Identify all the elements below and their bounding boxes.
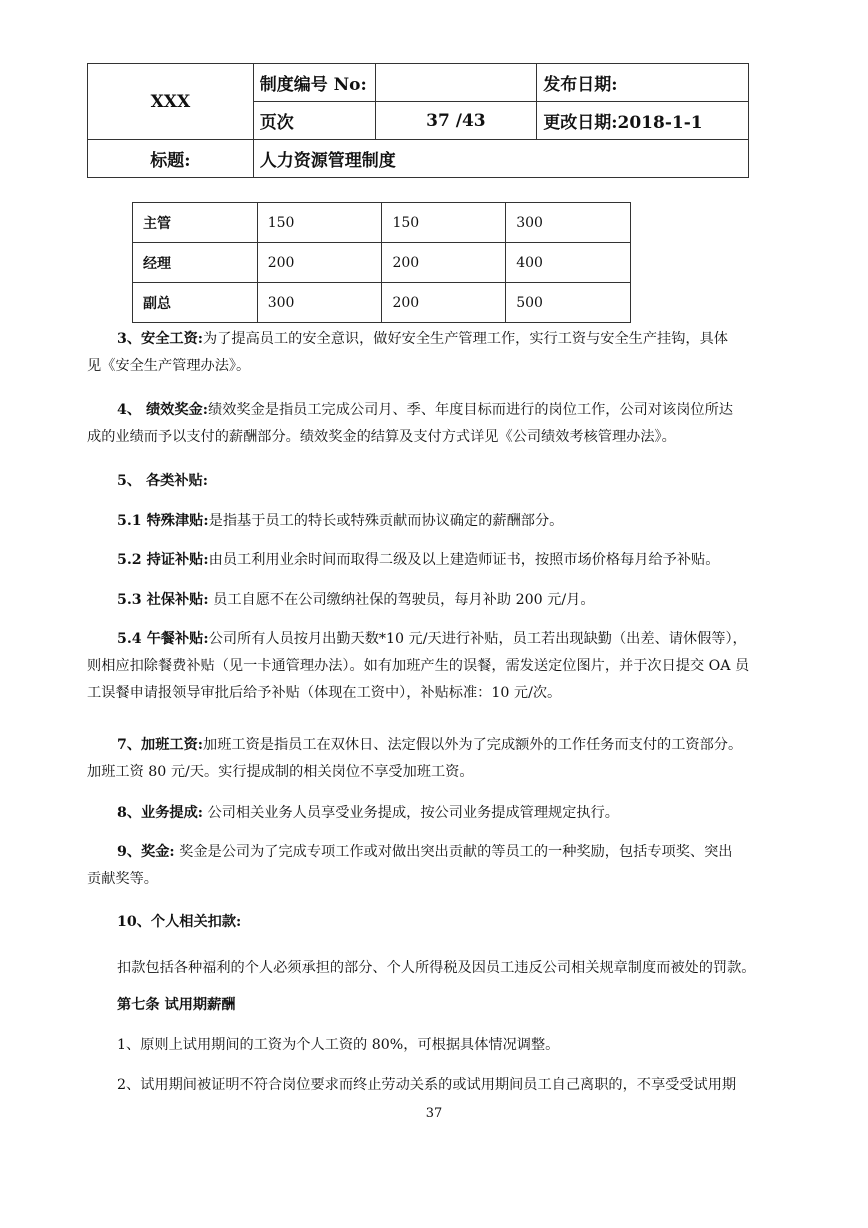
table-row [133,283,631,323]
section-heading: 8、业务提成: [117,805,204,821]
table-cell: 经理 [133,243,258,283]
section-commission [87,800,787,827]
paragraph-text: 绩效奖金是指员工完成公司月、季、年度目标而进行的岗位工作，公司对该岗位所达 [208,402,733,418]
table-cell: 300 [506,203,631,243]
paragraph-text: 员工自愿不在公司缴纳社保的驾驶员，每月补助 200 元/月。 [208,592,595,608]
paragraph-text: 加班工资 80 元/天。实行提成制的相关岗位不享受加班工资。 [87,764,474,780]
section-certificate-allowance [87,547,787,574]
section-social-insurance-allowance [87,587,787,614]
section-performance-bonus [87,397,787,451]
paragraph-text: 由员工利用业余时间而取得二级及以上建造师证书，按照市场价格每月给予补贴。 [208,552,720,568]
deductions-text [87,955,787,982]
section-heading: 5.2 持证补贴: [117,552,209,568]
section-heading: 5.3 社保补贴: [117,592,209,608]
table-cell: 200 [382,283,506,323]
paragraph-text: 公司所有人员按月出勤天数*10 元/天进行补贴，员工若出现缺勤（出差、请休假等）， [208,631,747,647]
article-7-item-1 [87,1032,787,1059]
section-heading: 3、安全工资: [117,331,204,347]
paragraph-text: 1、原则上试用期间的工资为个人工资的 80%，可根据具体情况调整。 [117,1037,560,1053]
table-cell: 150 [382,203,506,243]
section-heading: 9、奖金: [117,844,175,860]
table-row [133,203,631,243]
table-cell: 副总 [133,283,258,323]
section-heading: 5.4 午餐补贴: [117,631,209,647]
article-heading: 第七条 试用期薪酬 [117,997,236,1013]
paragraph-text: 成的业绩而予以支付的薪酬部分。绩效奖金的结算及支付方式详见《公司绩效考核管理办法》。 [87,429,676,445]
paragraph-text: 奖金是公司为了完成专项工作或对做出突出贡献的等员工的一种奖励，包括专项奖、突出 [174,844,733,860]
paragraph-text: 公司相关业务人员享受业务提成，按公司业务提成管理规定执行。 [203,805,619,821]
section-heading: 10、个人相关扣款: [117,914,242,930]
table-cell: 500 [506,283,631,323]
paragraph-text: 工误餐申请报领导审批后给予补贴（体现在工资中），补贴标准：10 元/次。 [87,685,562,701]
paragraph-text: 贡献奖等。 [87,871,158,887]
table-cell: 200 [257,243,382,283]
doc-no-value [375,64,537,102]
title-label: 标题: [88,140,254,178]
table-cell: 主管 [133,203,258,243]
paragraph-text: 加班工资是指员工在双休日、法定假以外为了完成额外的工作任务而支付的工资部分。 [203,737,743,753]
page-value: 37 /43 [375,102,537,140]
article-7-heading-block [87,992,787,1019]
section-heading: 7、加班工资: [117,737,204,753]
paragraph-text: 扣款包括各种福利的个人必须承担的部分、个人所得税及因员工违反公司相关规章制度而被处的罚款。 [117,960,756,976]
table-cell: 200 [382,243,506,283]
table-cell: 300 [257,283,382,323]
article-7-item-2 [87,1072,787,1099]
section-heading: 5、 各类补贴: [117,473,208,489]
section-safety-wage [87,326,787,380]
section-overtime-pay [87,732,787,786]
document-header-table [87,63,749,178]
section-deductions [87,909,787,936]
change-date-value: 2018-1-1 [617,113,703,133]
paragraph-text: 2、试用期间被证明不符合岗位要求而终止劳动关系的或试用期间员工自己离职的，不享受受试用期 [117,1077,737,1093]
paragraph-text: 是指基于员工的特长或特殊贡献而协议确定的薪酬部分。 [208,513,564,529]
page-label: 页次 [253,102,375,140]
allowance-rates-table [132,202,631,323]
section-allowances [87,468,787,495]
paragraph-text: 则相应扣除餐费补贴（见一卡通管理办法）。如有加班产生的误餐，需发送定位图片，并于次日提交 OA 员 [87,658,750,674]
section-heading: 5.1 特殊津贴: [117,513,209,529]
doc-no-label: 制度编号 No: [253,64,375,102]
paragraph-text: 见《安全生产管理办法》。 [87,358,251,374]
table-cell: 400 [506,243,631,283]
change-date [537,102,749,140]
section-heading: 4、 绩效奖金: [117,402,208,418]
section-special-allowance [87,508,787,535]
section-lunch-allowance [87,626,787,707]
title-value: 人力资源管理制度 [253,140,748,178]
table-cell: 150 [257,203,382,243]
table-row [133,243,631,283]
publish-date-label: 发布日期: [537,64,749,102]
section-bonus [87,839,787,893]
page-number: 37 [425,1106,443,1121]
company-name: XXX [88,64,254,140]
change-date-label: 更改日期: [543,113,618,133]
paragraph-text: 为了提高员工的安全意识，做好安全生产管理工作，实行工资与安全生产挂钩，具体 [203,331,728,347]
